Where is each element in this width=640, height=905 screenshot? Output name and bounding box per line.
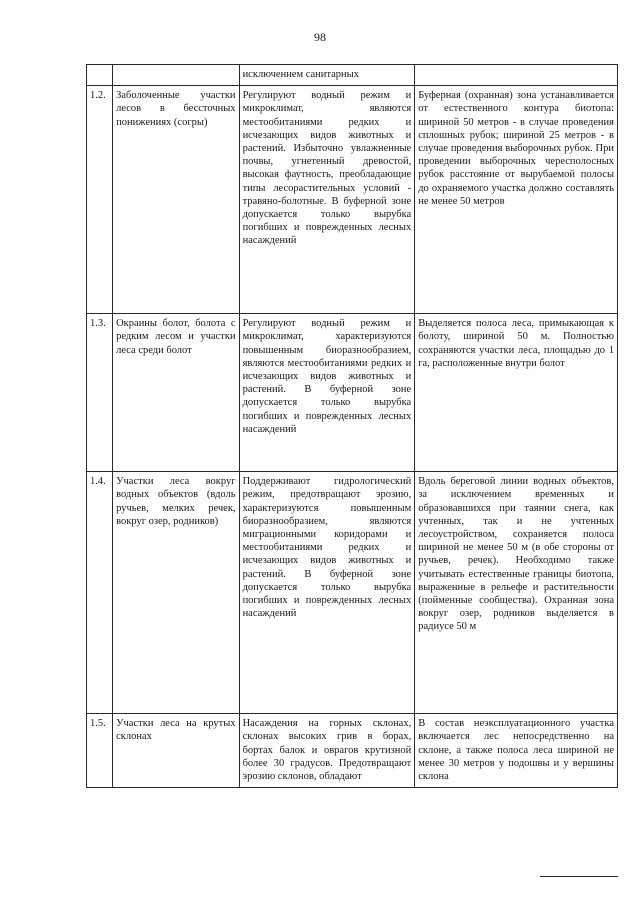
biotope-name: Окраины болот, болота с редким лесом и участки леса среди болот — [113, 314, 239, 472]
buffer-zone-rules: Буферная (охранная) зона устанавливается от естественного контура биотопа: шириной 50 метров - в случае проведения сплошных рубок; шириной 25 метров - в случае проведения выборочных рубок. При проведении выборочных чересполосных рубок расстояние от вырубаемой полосы до охраняемого участка должно составлять не менее 50 метров — [415, 86, 618, 314]
table-row — [87, 714, 618, 788]
table-row — [87, 472, 618, 714]
row-number — [87, 65, 113, 86]
buffer-zone-rules: Выделяется полоса леса, примыкающая к болоту, шириной 50 м. Полностью сохраняются участки леса, площадью до 1 га, расположенные внутри болот — [415, 314, 618, 472]
buffer-zone-rules — [415, 65, 618, 86]
biotope-name: Заболоченные участки лесов в бессточных понижениях (согры) — [113, 86, 239, 314]
biotope-description: Насаждения на горных склонах, склонах высоких грив в борах, бортах балок и оврагов крутизной более 30 градусов. Предотвращают эрозию склонов, обладают — [239, 714, 415, 788]
row-number: 1.2. — [87, 86, 113, 314]
biotope-name: Участки леса на крутых склонах — [113, 714, 239, 788]
footer-rule — [540, 876, 618, 877]
biotope-table — [86, 64, 618, 788]
biotope-description: Поддерживают гидрологический режим, предотвращают эрозию, характеризуются повышенным биоразнообразием, являются миграционными коридорами и местообитаниями редких и исчезающих видов животных и растений. В буферной зоне допускается только вырубка погибших и поврежденных лесных насаждений — [239, 472, 415, 714]
table-row — [87, 314, 618, 472]
biotope-description: Регулируют водный режим и микроклимат, являются местообитаниями редких и исчезающих видов животных и растений. Избыточно увлажненные почвы, угнетенный древостой, высокая фаутность, преобладающие типы лесорастительных условий - травяно-болотные. В буферной зоне допускается только вырубка погибших и поврежденных лесных насаждений — [239, 86, 415, 314]
row-number: 1.5. — [87, 714, 113, 788]
table-row — [87, 86, 618, 314]
biotope-description: исключением санитарных — [239, 65, 415, 86]
row-number: 1.4. — [87, 472, 113, 714]
biotope-name: Участки леса вокруг водных объектов (вдоль ручьев, мелких речек, вокруг озер, родников) — [113, 472, 239, 714]
page-number: 98 — [314, 30, 326, 44]
row-number: 1.3. — [87, 314, 113, 472]
biotope-description: Регулируют водный режим и микроклимат, характеризуются повышенным биоразнообразием, являются местообитаниями редких и исчезающих видов животных и растений. В буферной зоне допускается только вырубка погибших и поврежденных лесных насаждений — [239, 314, 415, 472]
buffer-zone-rules: В состав неэксплуатационного участка включается лес непосредственно на склоне, а также полоса леса шириной не менее 30 метров у подошвы и у вершины склона — [415, 714, 618, 788]
biotope-name — [113, 65, 239, 86]
table-row — [87, 65, 618, 86]
buffer-zone-rules: Вдоль береговой линии водных объектов, за исключением временных и образовавшихся при таянии снега, как учтенных, так и не учтенных лесоустройством, сохраняется полоса шириной не менее 50 м (в обе стороны от ручьев, речек). Необходимо также учитывать естественные границы биотопа, выраженные в рельефе и растительности (пойменные сообщества). Охранная зона вокруг озер, родников выделяется в радиусе 50 м — [415, 472, 618, 714]
